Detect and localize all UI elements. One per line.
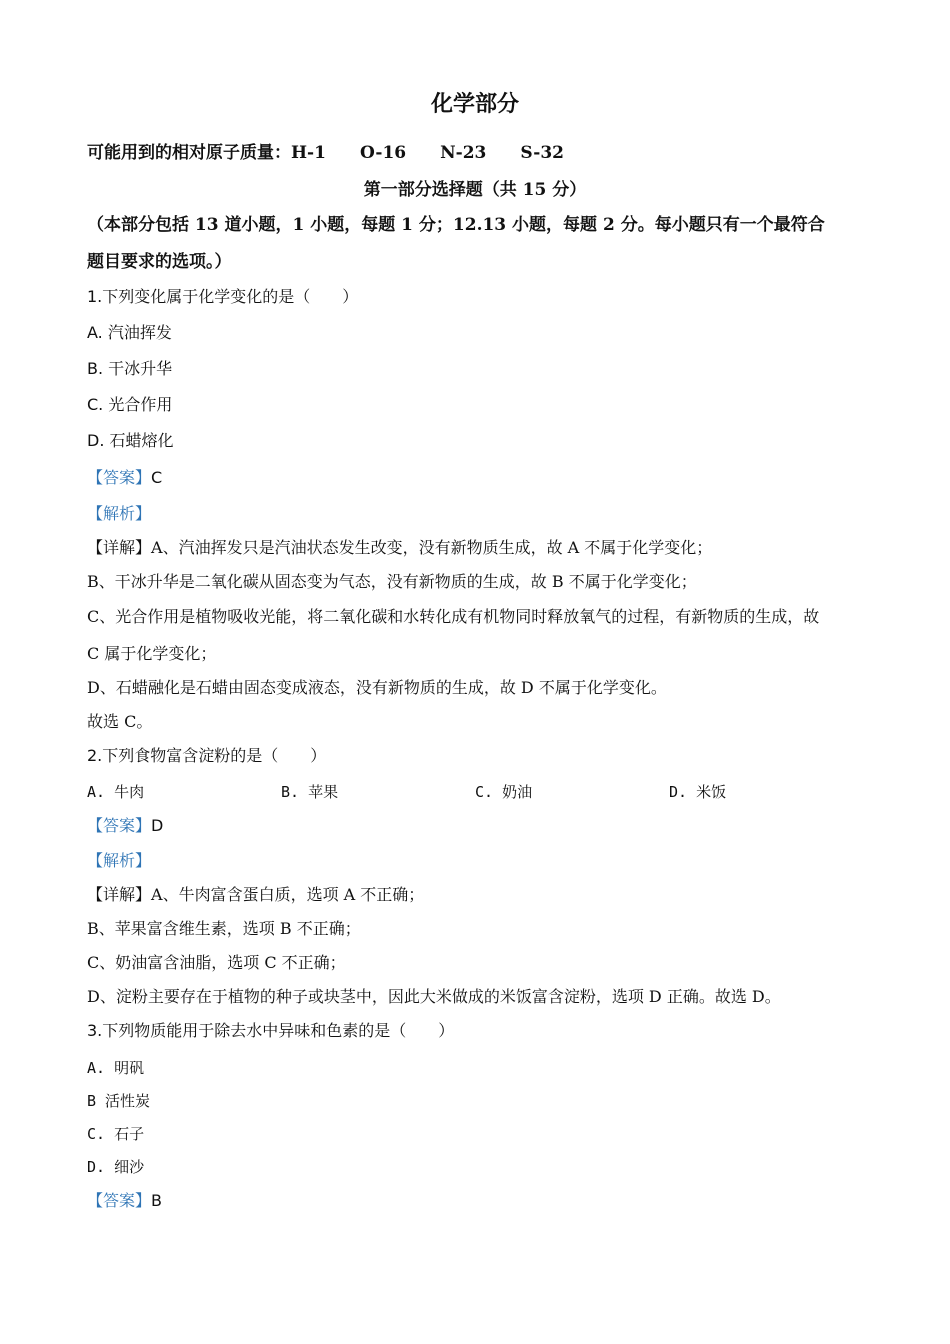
atomic-mass-s: S-32 <box>520 143 564 163</box>
question-1-conclusion: 故选 C。 <box>87 712 153 731</box>
question-1-detail <box>87 538 712 558</box>
question-1-analysis <box>87 504 151 524</box>
question-1-stem <box>87 287 358 307</box>
detail-tag: 【详解】 <box>87 538 152 557</box>
question-1-option-b: B. 干冰升华 <box>87 359 173 378</box>
question-2-detail-line-c: C、奶油富含油脂，选项 C 不正确； <box>87 953 346 972</box>
atomic-mass-line <box>87 143 564 163</box>
analysis-tag: 【解析】 <box>87 851 152 870</box>
question-3-option-d: D. 细沙 <box>87 1158 145 1176</box>
section-title: 第一部分选择题（共 15 分） <box>363 180 587 200</box>
question-2-option-a: A. 牛肉 <box>87 783 145 801</box>
question-1-detail-line-d: D、石蜡融化是石蜡由固态变成液态，没有新物质的生成，故 D 不属于化学变化。 <box>87 678 667 697</box>
question-1-detail-line-c2: C 属于化学变化； <box>87 644 217 663</box>
answer-tag: 【答案】 <box>87 1191 152 1210</box>
question-2-detail-line-b: B、苹果富含维生素，选项 B 不正确； <box>87 919 361 938</box>
atomic-mass-n: N-23 <box>440 143 487 163</box>
instructions-line-2: 题目要求的选项。） <box>87 252 232 272</box>
question-2-detail <box>87 885 424 905</box>
question-2-answer <box>87 816 163 836</box>
question-2-option-b: B. 苹果 <box>281 783 339 801</box>
question-2-options <box>87 782 847 802</box>
question-3-option-a: A. 明矾 <box>87 1059 145 1077</box>
question-2-option-d: D. 米饭 <box>669 783 727 801</box>
question-2-answer-value: D <box>151 816 164 835</box>
question-2-stem <box>87 746 326 766</box>
question-2-detail-text: A、牛肉富含蛋白质，选项 A 不正确； <box>151 885 425 904</box>
atomic-mass-label: 可能用到的相对原子质量： <box>87 143 291 163</box>
question-1-detail-text: A、汽油挥发只是汽油状态发生改变，没有新物质生成，故 A 不属于化学变化； <box>151 538 713 557</box>
question-3-answer <box>87 1191 162 1211</box>
question-3-option-b: B 活性炭 <box>87 1092 151 1110</box>
question-1-option-c: C. 光合作用 <box>87 395 173 414</box>
question-3-stem <box>87 1021 454 1041</box>
question-1-option-d: D. 石蜡熔化 <box>87 431 174 450</box>
question-3-answer-value: B <box>151 1191 162 1210</box>
question-2-option-c: C. 奶油 <box>475 783 533 801</box>
question-1-detail-line-c: C、光合作用是植物吸收光能，将二氧化碳和水转化成有机物同时释放氧气的过程，有新物质的生成，故 <box>87 607 820 626</box>
instructions-line-1: （本部分包括 13 道小题，1 小题，每题 1 分；12.13 小题，每题 2 分。每小题只有一个最符合 <box>87 215 825 235</box>
question-3-stem-text: 3.下列物质能用于除去水中异味和色素的是（ ） <box>87 1021 455 1040</box>
answer-tag: 【答案】 <box>87 468 152 487</box>
question-1-answer <box>87 468 162 488</box>
page-title: 化学部分 <box>430 91 519 117</box>
answer-tag: 【答案】 <box>87 816 152 835</box>
analysis-tag: 【解析】 <box>87 504 152 523</box>
question-1-stem-text: 1.下列变化属于化学变化的是（ ） <box>87 287 359 306</box>
question-1-option-a: A. 汽油挥发 <box>87 323 172 342</box>
question-1-detail-line-b: B、干冰升华是二氧化碳从固态变为气态，没有新物质的生成，故 B 不属于化学变化； <box>87 572 697 591</box>
atomic-mass-h: H-1 <box>291 143 326 163</box>
question-2-detail-line-d: D、淀粉主要存在于植物的种子或块茎中，因此大米做成的米饭富含淀粉，选项 D 正确。故选 D。 <box>87 987 781 1006</box>
detail-tag: 【详解】 <box>87 885 152 904</box>
question-2-analysis <box>87 851 151 871</box>
atomic-mass-o: O-16 <box>359 143 407 163</box>
question-3-option-c: C. 石子 <box>87 1125 145 1143</box>
question-1-answer-value: C <box>151 468 163 487</box>
question-2-stem-text: 2.下列食物富含淀粉的是（ ） <box>87 746 327 765</box>
